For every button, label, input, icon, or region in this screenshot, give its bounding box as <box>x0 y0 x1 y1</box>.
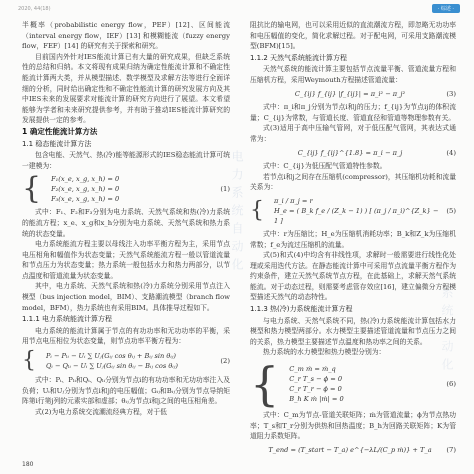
equation-line: C_m ṁ = ṁ_q <box>289 365 336 374</box>
paragraph: 式中：π_i和π_j分别为节点i和j的压力；f_{ij}为节点ij的体积流量；C_{ij}为常数，与管道长度、管道直径和管道等物理参数有关。 <box>250 103 456 122</box>
equation-line: B_h K ṁ |ṁ| = 0 <box>289 395 344 404</box>
paragraph: 式中：r为压缩比；H_e为压缩机消耗功率；B_k和Z_k为压缩机常数；f_e为流过压缩机的流量。 <box>250 229 456 249</box>
paragraph: 电力系统能流方程主要以母线注入功率平衡方程为主，采用节点电压相角和幅值作为状态变量；天然气系统能流方程一般以管道流量和节点压力为状态变量；热力系统一般包括水力和热力两部分，以节点温度和管道流量为状态变量。 <box>22 240 230 280</box>
page-number: 180 <box>22 461 34 468</box>
subsection-heading: 1.1.2 天然气系统能流计算方程 <box>250 53 348 62</box>
equation-number: (3) <box>446 89 456 98</box>
subsection-heading: 1.1.3 热(冷)力系统能流计算方程 <box>250 305 353 314</box>
section-heading: 1 确定性能流计算方法 <box>22 126 98 136</box>
equation-7 <box>250 445 456 456</box>
paragraph: 式(2)为电力系统交流潮流经典方程，对于低 <box>35 407 167 416</box>
equation-line: F₂(x_e, x_g, x_h) = 0 <box>51 185 120 194</box>
equation-line: C_{ij} f_{ij}^{1.8} = π_i − π_j <box>297 148 403 157</box>
equation-number: (2) <box>220 356 230 365</box>
watermark-text-2: 电力系统自动化 <box>440 250 454 376</box>
paragraph: 电力系统的能流计算属于节点的有功功率和无功功率的平衡，采用节点电压相位为状态变量，则节点功率平衡方程为： <box>22 326 230 346</box>
paragraph: 目前国内外针对IES能流计算已有大量的研究成果，但缺乏系统性的总结和归纳。本文将现有成果归纳为确定性能流计算和不确定性能流计算两大类，并从模型描述、数学模型及求解方法等进行全面详细的分析，同时给出确定性和不确定性能流计算的研究发展方向及其中IES未来的发展要求对能流计算的研究方向进行了展望。本文希望能够为学者和未来研究提供参考，并有助于推动IES能流计算研究的发展提供一定的参考。 <box>22 52 230 125</box>
equation-6 <box>250 357 456 412</box>
paragraph: 式中：C_m为节点-管道关联矩阵；ṁ为管道流量；ϕ为节点热功率；T_s和T_r分别为供热和回热温度；B_h为回路关联矩阵；K为管道阻力系数矩阵。 <box>250 411 456 441</box>
equation-line: F₁(x_e, x_g, x_h) = 0 <box>51 175 120 184</box>
running-header <box>18 4 460 14</box>
equation-line: C_r T_s − ϕ = 0 <box>289 375 343 384</box>
paragraph: 其中，电力系统、天然气系统和热(冷)力系统分别采用节点注入模型（bus injection model，BIM）、支路潮流模型（branch flow model，BFM），热力系统也有采用BIM。具体推导过程如下。 <box>22 282 230 312</box>
equation-brace: { <box>22 348 36 374</box>
equation-4 <box>250 148 456 159</box>
equation-line: π_i / π_j = r <box>274 196 313 205</box>
equation-line: T_end = (T_start − T_a) e^{−λL/(C_p ṁ)} + T_a <box>268 446 432 455</box>
equation-3 <box>250 89 456 100</box>
section-tag: · 综述 · <box>432 4 460 13</box>
paragraph: 式中：C_{ij}为低压配气管道特性参数。 <box>263 162 387 171</box>
subsection-heading: 1.1.1 电力系统能流计算方程 <box>22 315 113 324</box>
paragraph: 式(3)适用于高中压输气管网，对于低压配气管网，其表达式通常为： <box>250 124 456 143</box>
equation-line: Qᵢ − Qₗᵢ − Uᵢ ∑ Uⱼ(Gᵢⱼ sin θᵢⱼ − Bᵢⱼ cos θᵢⱼ) <box>46 362 178 371</box>
paragraph: 天然气系统的能流计算主要包括节点流量平衡、管道流量方程和压缩机方程，采用Weymouth方程描述管道流量： <box>250 65 456 84</box>
watermark-text: 电力系统自动化 <box>230 150 244 276</box>
equation-number: (7) <box>446 445 456 454</box>
right-column <box>250 20 456 458</box>
paragraph: 包含电能、天然气、热(冷)能等能源形式的IES稳态能流计算可统一建模为： <box>22 151 230 170</box>
equation-line: C_{ij} f_{ij} |f_{ij}| = π_i² − π_j² <box>294 89 406 98</box>
paragraph: 热力系统的水力模型和热力模型分别为： <box>263 348 386 357</box>
equation-brace: { <box>22 171 42 207</box>
equation-number: (4) <box>446 148 456 157</box>
equation-number: (1) <box>220 185 230 194</box>
equation-line: Pᵢ − Pₗᵢ − Uᵢ ∑ Uⱼ(Gᵢⱼ cos θᵢⱼ + Bᵢⱼ sin θᵢⱼ) <box>46 352 176 361</box>
equation-1 <box>22 171 230 207</box>
equation-line: C_r T_r − ϕ = 0 <box>289 385 342 394</box>
equation-5 <box>250 196 456 226</box>
paragraph: 式(5)和式(4)中均含有非线性项，求解时一般需要进行线性化处理或采用迭代方法。在静态能流计算中可采用节点流量平衡方程作为约束条件，建立天然气系统节点方程，在此基础上，求解天然气系统能流。对于动态过程，则需要考虑管存效应[16]，建立偏微分方程模型描述天然气的动态特性。 <box>250 251 456 302</box>
paragraph: 阻抗比的输电网，也可以采用近似的直流潮流方程，即忽略无功功率和电压幅值的变化，简化求解过程。对于配电网，可采用支路潮流模型(BFM)[15]。 <box>250 21 456 51</box>
paragraph: 式中：Pᵢ、Pₗᵢ和Qᵢ、Qₗᵢ分别为节点i的有功功率和无功功率注入及负荷；Uᵢ和Uⱼ分别为节点i和j的电压幅值；Gᵢⱼ和Bᵢⱼ分别为节点导纳矩阵第i行第j列的元素实部和虚部；θᵢⱼ为节点i和j之间的电压相角差。 <box>22 376 230 406</box>
equation-2 <box>22 350 230 372</box>
journal-issue: 2020, 44(18) <box>18 6 51 12</box>
equation-line: F₃(x_e, x_g, x_h) = 0 <box>51 195 120 204</box>
equation-number: (5) <box>446 206 456 215</box>
equation-line: H_e = ( B_k f_e / (Z_k − 1) ) [ (π_j / π_i)^{Z_k} − 1 ] <box>274 206 439 225</box>
equation-brace: { <box>250 357 280 412</box>
left-column <box>22 20 230 417</box>
paragraph: 半概率（probabilistic energy flow，PEF）[12]、区间能流（interval energy flow，IEF）[13] 和模糊能流（fuzzy energy flow，FEF）[14] 的研究有关于探索和研究。 <box>22 21 230 51</box>
paragraph: 与电力系统、天然气系统不同，热(冷)力系统能流计算包括水力模型和热力模型两部分。水力模型主要描述管道流量和节点压力之间的关系，热力模型主要描述节点温度和热功率之间的关系。 <box>250 316 456 346</box>
equation-number: (6) <box>446 379 456 388</box>
paragraph: 若节点i和j之间存在压缩机(compressor)，其压缩机功耗和流量关系为： <box>250 172 456 192</box>
equation-brace: { <box>250 197 264 223</box>
subsection-heading: 1.1 稳态能流计算方法 <box>22 139 92 148</box>
paragraph: 式中：F₁、F₂和F₃分别为电力系统、天然气系统和热(冷)力系统的能流方程；x_e、x_g和x_h分别为电力系统、天然气系统和热力系统的状态变量。 <box>22 208 230 238</box>
